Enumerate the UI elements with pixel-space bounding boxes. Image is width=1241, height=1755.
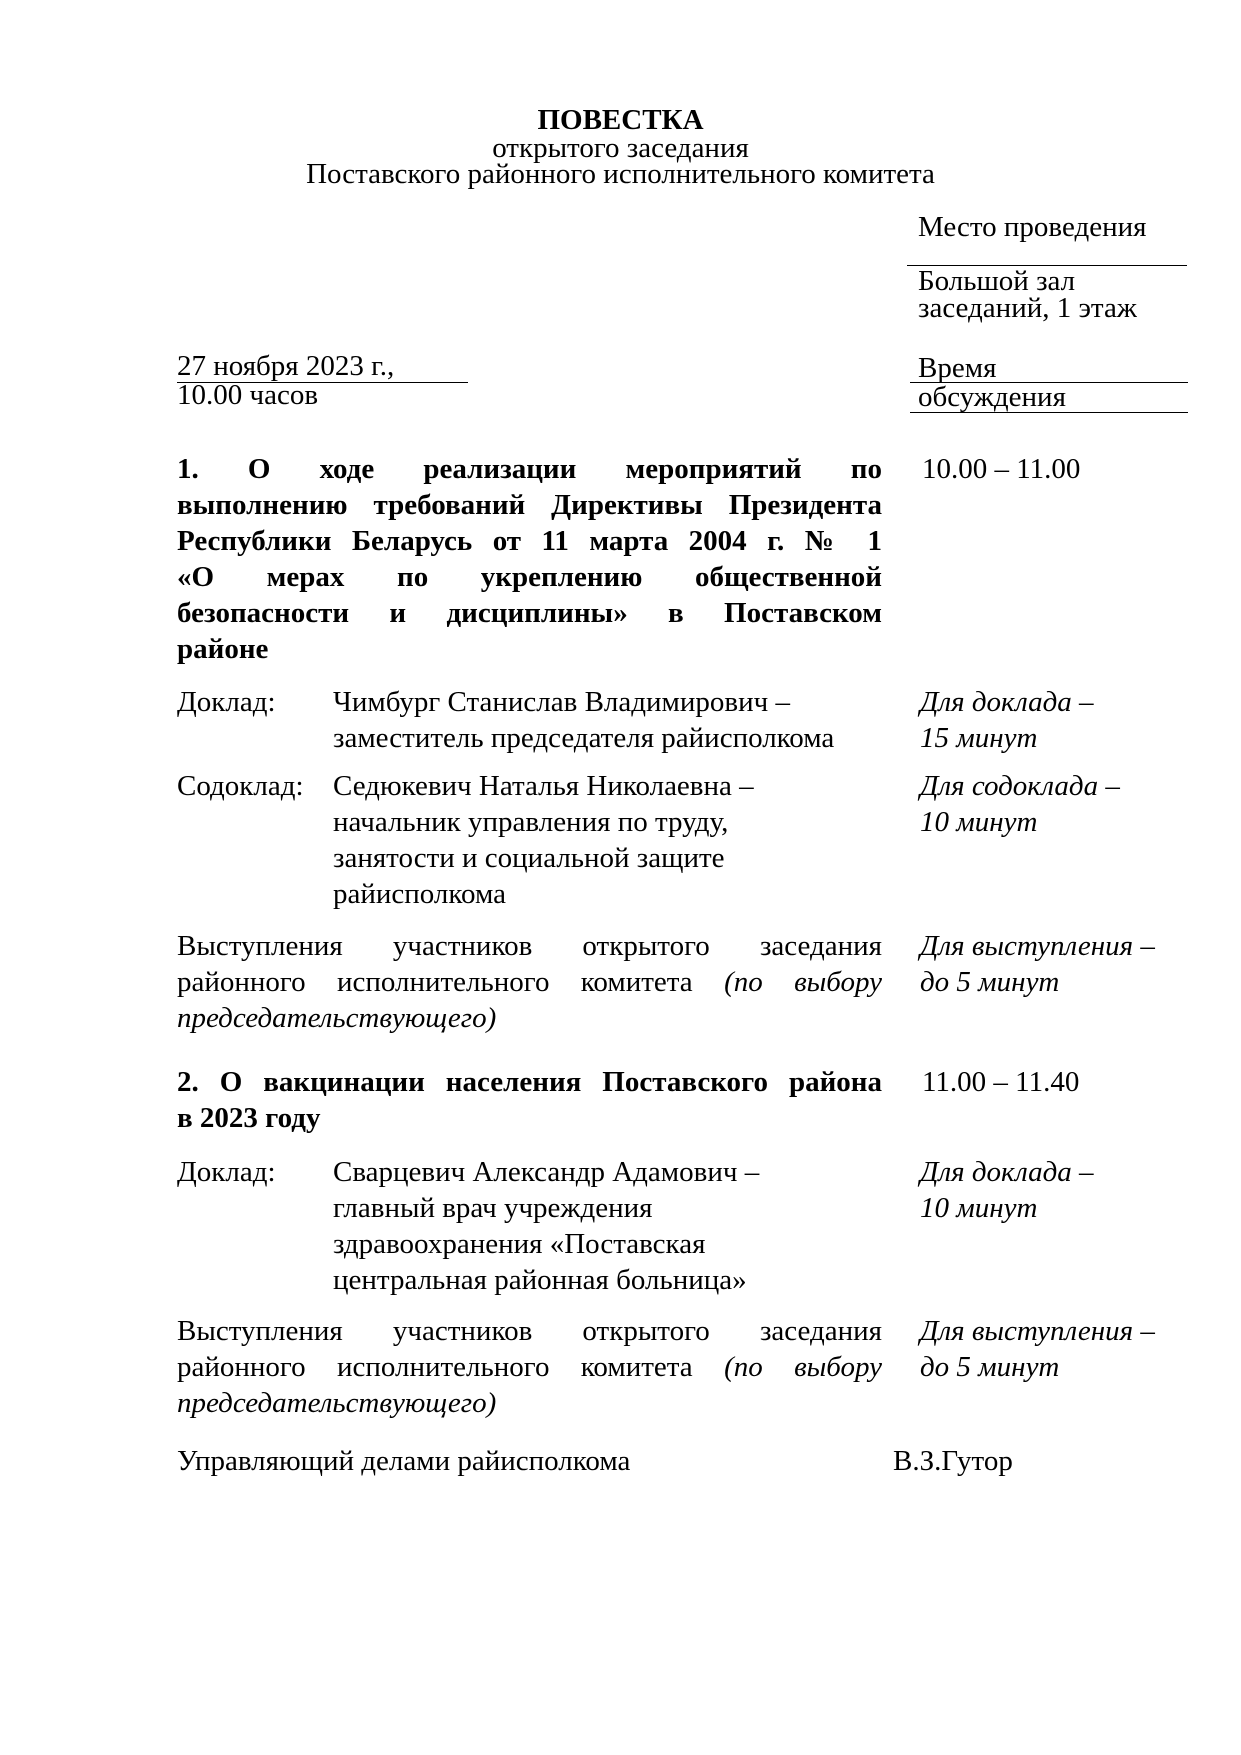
item-2-title-line: 2. О вакцинации населения Поставского района	[177, 1066, 882, 1098]
duration-line: до 5 минут	[920, 966, 1060, 998]
meeting-time: 10.00 часов	[177, 379, 319, 411]
item-1-title-line: «О мерах по укреплению общественной	[177, 561, 882, 593]
discussion-line: Выступления участников открытого заседания	[177, 930, 882, 962]
venue-value-line1: Большой зал	[918, 265, 1076, 297]
speaker-role: Содоклад:	[177, 770, 304, 802]
discussion-line-italic: (по выбору	[724, 1351, 883, 1383]
item-1-title-line: выполнению требований Директивы Президента	[177, 489, 882, 521]
item-1-title-line: Республики Беларусь от 11 марта 2004 г. № 1	[177, 525, 882, 557]
speaker-duration	[920, 684, 1094, 756]
discussion-line	[177, 1349, 882, 1385]
duration-line: Для выступления –	[920, 1315, 1155, 1347]
speaker-description	[333, 1154, 759, 1298]
speaker-desc-line: центральная районная больница»	[333, 1264, 747, 1296]
duration-line: 10 минут	[920, 806, 1038, 838]
meeting-date: 27 ноября 2023 г.,	[177, 350, 395, 382]
duration-line: Для содоклада –	[920, 770, 1120, 802]
agenda-item-1-title	[177, 451, 882, 667]
signature-name: В.З.Гутор	[893, 1445, 1013, 1477]
speaker-desc-line: занятости и социальной защите	[333, 842, 725, 874]
agenda-subtitle-line2: Поставского районного исполнительного комитета	[306, 158, 935, 190]
speaker-desc-line: Сварцевич Александр Адамович –	[333, 1156, 760, 1188]
speaker-role: Доклад:	[177, 686, 276, 718]
duration-line: Для выступления –	[920, 930, 1155, 962]
time-column-label-line1: Время	[918, 352, 997, 384]
speaker-desc-line: Чимбург Станислав Владимирович –	[333, 686, 790, 718]
duration-line: до 5 минут	[920, 1351, 1060, 1383]
time-label-underline-2	[910, 412, 1188, 413]
discussion-line: председательствующего)	[177, 1387, 497, 1419]
discussion-line: председательствующего)	[177, 1002, 497, 1034]
item-1-title-line: районе	[177, 633, 269, 665]
speaker-duration	[920, 1154, 1094, 1226]
speaker-role: Доклад:	[177, 1156, 276, 1188]
agenda-subtitle-line1: открытого заседания	[492, 132, 749, 164]
speaker-desc-line: райисполкома	[333, 878, 506, 910]
speaker-desc-line: заместитель председателя райисполкома	[333, 722, 835, 754]
time-column-label-line2: обсуждения	[918, 381, 1066, 413]
item-1-title-line: безопасности и дисциплины» в Поставском	[177, 597, 882, 629]
discussion-duration	[920, 928, 1155, 1000]
item-1-title-line: 1. О ходе реализации мероприятий по	[177, 453, 882, 485]
speaker-duration	[920, 768, 1120, 840]
speaker-desc-line: Седюкевич Наталья Николаевна –	[333, 770, 754, 802]
signature-position: Управляющий делами райисполкома	[177, 1445, 631, 1477]
discussion-line-text: районного исполнительного комитета	[177, 966, 693, 998]
duration-line: 15 минут	[920, 722, 1038, 754]
discussion-text	[177, 1313, 882, 1421]
agenda-item-1-time: 10.00 – 11.00	[922, 453, 1081, 485]
discussion-line-italic: (по выбору	[724, 966, 883, 998]
venue-label: Место проведения	[918, 211, 1147, 243]
speaker-desc-line: начальник управления по труду,	[333, 806, 729, 838]
agenda-title: ПОВЕСТКА	[537, 104, 704, 136]
agenda-item-2-time: 11.00 – 11.40	[922, 1066, 1080, 1098]
agenda-item-2-title	[177, 1064, 882, 1136]
duration-line: 10 минут	[920, 1192, 1038, 1224]
discussion-line-text: районного исполнительного комитета	[177, 1351, 693, 1383]
speaker-description	[333, 768, 754, 912]
venue-value-line2: заседаний, 1 этаж	[918, 292, 1137, 324]
discussion-duration	[920, 1313, 1155, 1385]
discussion-line: Выступления участников открытого заседания	[177, 1315, 882, 1347]
item-2-title-line: в 2023 году	[177, 1102, 321, 1134]
discussion-text	[177, 928, 882, 1036]
duration-line: Для доклада –	[920, 686, 1094, 718]
speaker-desc-line: здравоохранения «Поставская	[333, 1228, 706, 1260]
discussion-line	[177, 964, 882, 1000]
duration-line: Для доклада –	[920, 1156, 1094, 1188]
speaker-description	[333, 684, 834, 756]
speaker-desc-line: главный врач учреждения	[333, 1192, 653, 1224]
